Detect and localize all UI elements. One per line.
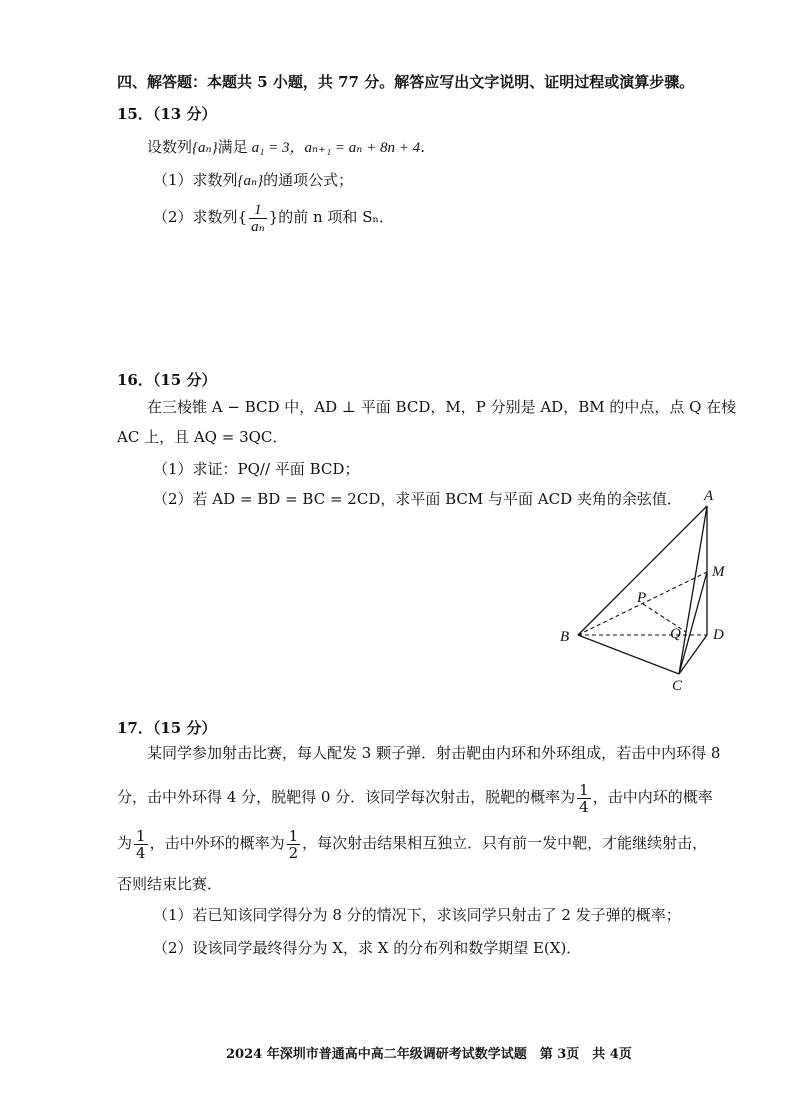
label-Q: Q: [670, 626, 681, 642]
q17-line1: 某同学参加射击比赛，每人配发 3 颗子弹．射击靶由内环和外环组成，若击中内环得 8: [147, 744, 721, 762]
q17-part1: （1）若已知该同学得分为 8 分的情况下，求该同学只射击了 2 发子弹的概率；: [153, 906, 681, 924]
q15-header: 15．（13 分）: [117, 105, 217, 123]
q17-miss-probability: [577, 782, 591, 815]
q15-seq: {aₙ}: [192, 140, 218, 156]
q16-part2: （2）若 AD = BD = BC = 2CD，求平面 BCM 与平面 ACD 夹角的余弦值．: [153, 490, 682, 508]
q16-header: 16．（15 分）: [117, 371, 217, 389]
q17-line3-text-c: ，每次射击结果相互独立．只有前一发中靶，才能继续射击，: [302, 834, 708, 852]
edge-AB: [578, 506, 707, 635]
section-heading: 四、解答题：本题共 5 小题，共 77 分。解答应写出文字说明、证明过程或演算步骤。: [117, 73, 695, 91]
fraction-numerator: 1: [136, 826, 146, 845]
q17-inner-probability: [134, 828, 148, 861]
q17-line3-text-b: ，击中外环的概率为: [149, 834, 285, 852]
label-C: C: [672, 678, 683, 694]
tetrahedron-figure: [550, 480, 750, 695]
q15-stem-prefix: 设数列: [147, 138, 193, 156]
fraction-denominator: 4: [136, 843, 146, 862]
q15-condition: a₁ = 3，aₙ₊₁ = aₙ + 8n + 4．: [251, 140, 436, 156]
q17-part2: （2）设该同学最终得分为 X，求 X 的分布列和数学期望 E(X)．: [153, 939, 582, 957]
q15-part1: [153, 170, 353, 191]
q15-stem: [147, 137, 435, 158]
q16-line2: AC 上，且 AQ = 3QC．: [117, 428, 288, 446]
q15-part2-prefix: （2）求数列: [153, 208, 238, 226]
q17-line4: 否则结束比赛．: [117, 875, 223, 893]
q15-stem-mid: 满足: [217, 138, 248, 156]
q15-part2-suffix: 的前 n 项和 Sₙ．: [278, 208, 394, 226]
q15-part1-suffix: 的通项公式；: [263, 171, 354, 189]
label-B: B: [560, 629, 570, 645]
q17-header: 17．（15 分）: [117, 719, 217, 737]
label-D: D: [713, 627, 724, 643]
page-footer: 2024 年深圳市普通高中高二年级调研考试数学试题 第 3页 共 4页: [226, 1047, 632, 1062]
label-M: M: [712, 564, 725, 580]
q16-line1: 在三棱锥 A − BCD 中，AD ⊥ 平面 BCD，M，P 分别是 AD，BM 的中点，点 Q 在棱: [147, 398, 737, 416]
q17-line3: [117, 826, 707, 861]
q15-part2-fraction: [249, 202, 267, 235]
edge-AC: [679, 506, 707, 674]
q15-part1-prefix: （1）求数列: [153, 171, 238, 189]
q17-outer-probability: [287, 828, 301, 861]
fraction-numerator: 1: [288, 826, 299, 845]
edge-CD: [679, 635, 707, 674]
q15-part2: （2）求数列{ $\frac{1}{\text{aₙ}}$ }的前 n 项和 Sₙ．: [153, 201, 394, 235]
fraction-denominator: aₙ: [251, 218, 265, 235]
label-P: P: [637, 590, 647, 606]
fraction-denominator: 2: [288, 843, 299, 862]
q17-line2-text-a: 分，击中外环得 4 分，脱靶得 0 分．该同学每次射击，脱靶的概率为: [117, 788, 576, 806]
fraction-numerator: 1: [249, 202, 267, 219]
q17-line2-text-b: ，击中内环的概率: [592, 788, 713, 806]
q16-part1: （1）求证：PQ// 平面 BCD；: [153, 460, 360, 478]
q17-line2: [117, 780, 713, 815]
fraction-denominator: 4: [579, 797, 589, 816]
q15-part1-seq: {aₙ}: [237, 173, 264, 189]
label-A: A: [704, 488, 714, 504]
edge-BC: [578, 635, 679, 674]
fraction-numerator: 1: [579, 780, 589, 799]
q17-line3-text-a: 为: [117, 834, 133, 852]
